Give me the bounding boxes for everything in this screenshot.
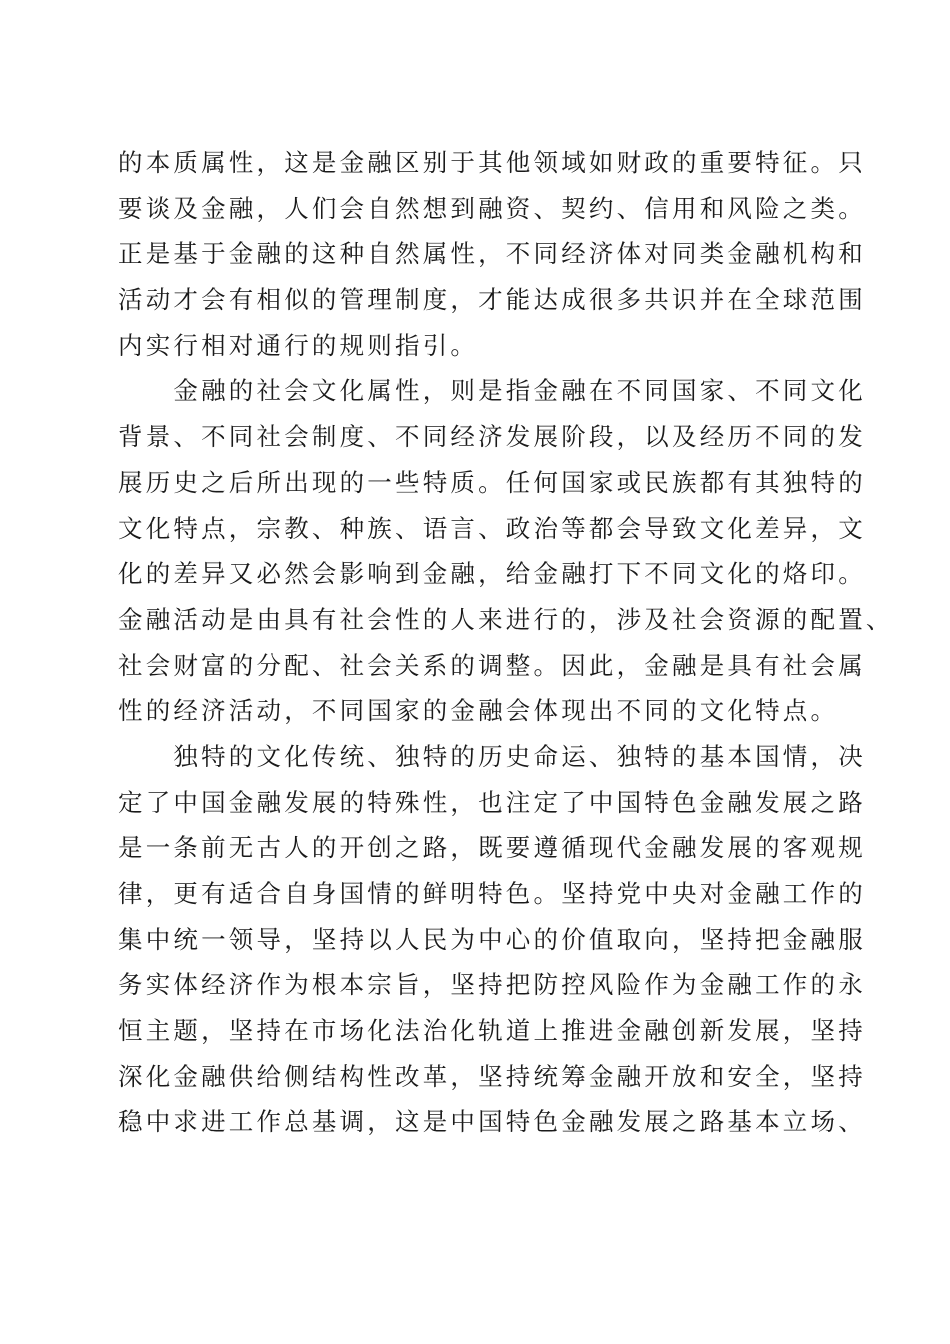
paragraph-start-line: 独特的文化传统、独特的历史命运、独特的基本国情，决 (118, 741, 866, 771)
text-line: 要谈及金融，人们会自然想到融资、契约、信用和风险之类。 (118, 193, 866, 223)
text-line: 恒主题，坚持在市场化法治化轨道上推进金融创新发展，坚持 (118, 1016, 866, 1046)
body-text (118, 140, 894, 1145)
text-line: 社会财富的分配、社会关系的调整。因此，金融是具有社会属 (118, 650, 866, 680)
text-line: 深化金融供给侧结构性改革，坚持统筹金融开放和安全，坚持 (118, 1061, 866, 1091)
text-line: 务实体经济作为根本宗旨，坚持把防控风险作为金融工作的永 (118, 970, 866, 1000)
text-line: 是一条前无古人的开创之路，既要遵循现代金融发展的客观规 (118, 833, 866, 863)
text-line: 稳中求进工作总基调，这是中国特色金融发展之路基本立场、 (118, 1107, 866, 1137)
paragraph-start-line: 金融的社会文化属性，则是指金融在不同国家、不同文化 (118, 376, 866, 406)
text-line: 活动才会有相似的管理制度，才能达成很多共识并在全球范围 (118, 285, 866, 315)
text-line: 性的经济活动，不同国家的金融会体现出不同的文化特点。 (118, 696, 839, 726)
text-line: 内实行相对通行的规则指引。 (118, 330, 479, 360)
text-line: 集中统一领导，坚持以人民为中心的价值取向，坚持把金融服 (118, 924, 866, 954)
text-line: 金融活动是由具有社会性的人来进行的，涉及社会资源的配置、 (118, 604, 894, 634)
text-line: 文化特点，宗教、种族、语言、政治等都会导致文化差异，文 (118, 513, 866, 543)
text-line: 背景、不同社会制度、不同经济发展阶段，以及经历不同的发 (118, 422, 866, 452)
text-line: 化的差异又必然会影响到金融，给金融打下不同文化的烙印。 (118, 559, 866, 589)
text-line: 的本质属性，这是金融区别于其他领域如财政的重要特征。只 (118, 148, 866, 177)
text-line: 正是基于金融的这种自然属性，不同经济体对同类金融机构和 (118, 239, 866, 269)
text-line: 律，更有适合自身国情的鲜明特色。坚持党中央对金融工作的 (118, 879, 866, 908)
text-line: 展历史之后所出现的一些特质。任何国家或民族都有其独特的 (118, 467, 866, 497)
text-line: 定了中国金融发展的特殊性，也注定了中国特色金融发展之路 (118, 787, 866, 817)
